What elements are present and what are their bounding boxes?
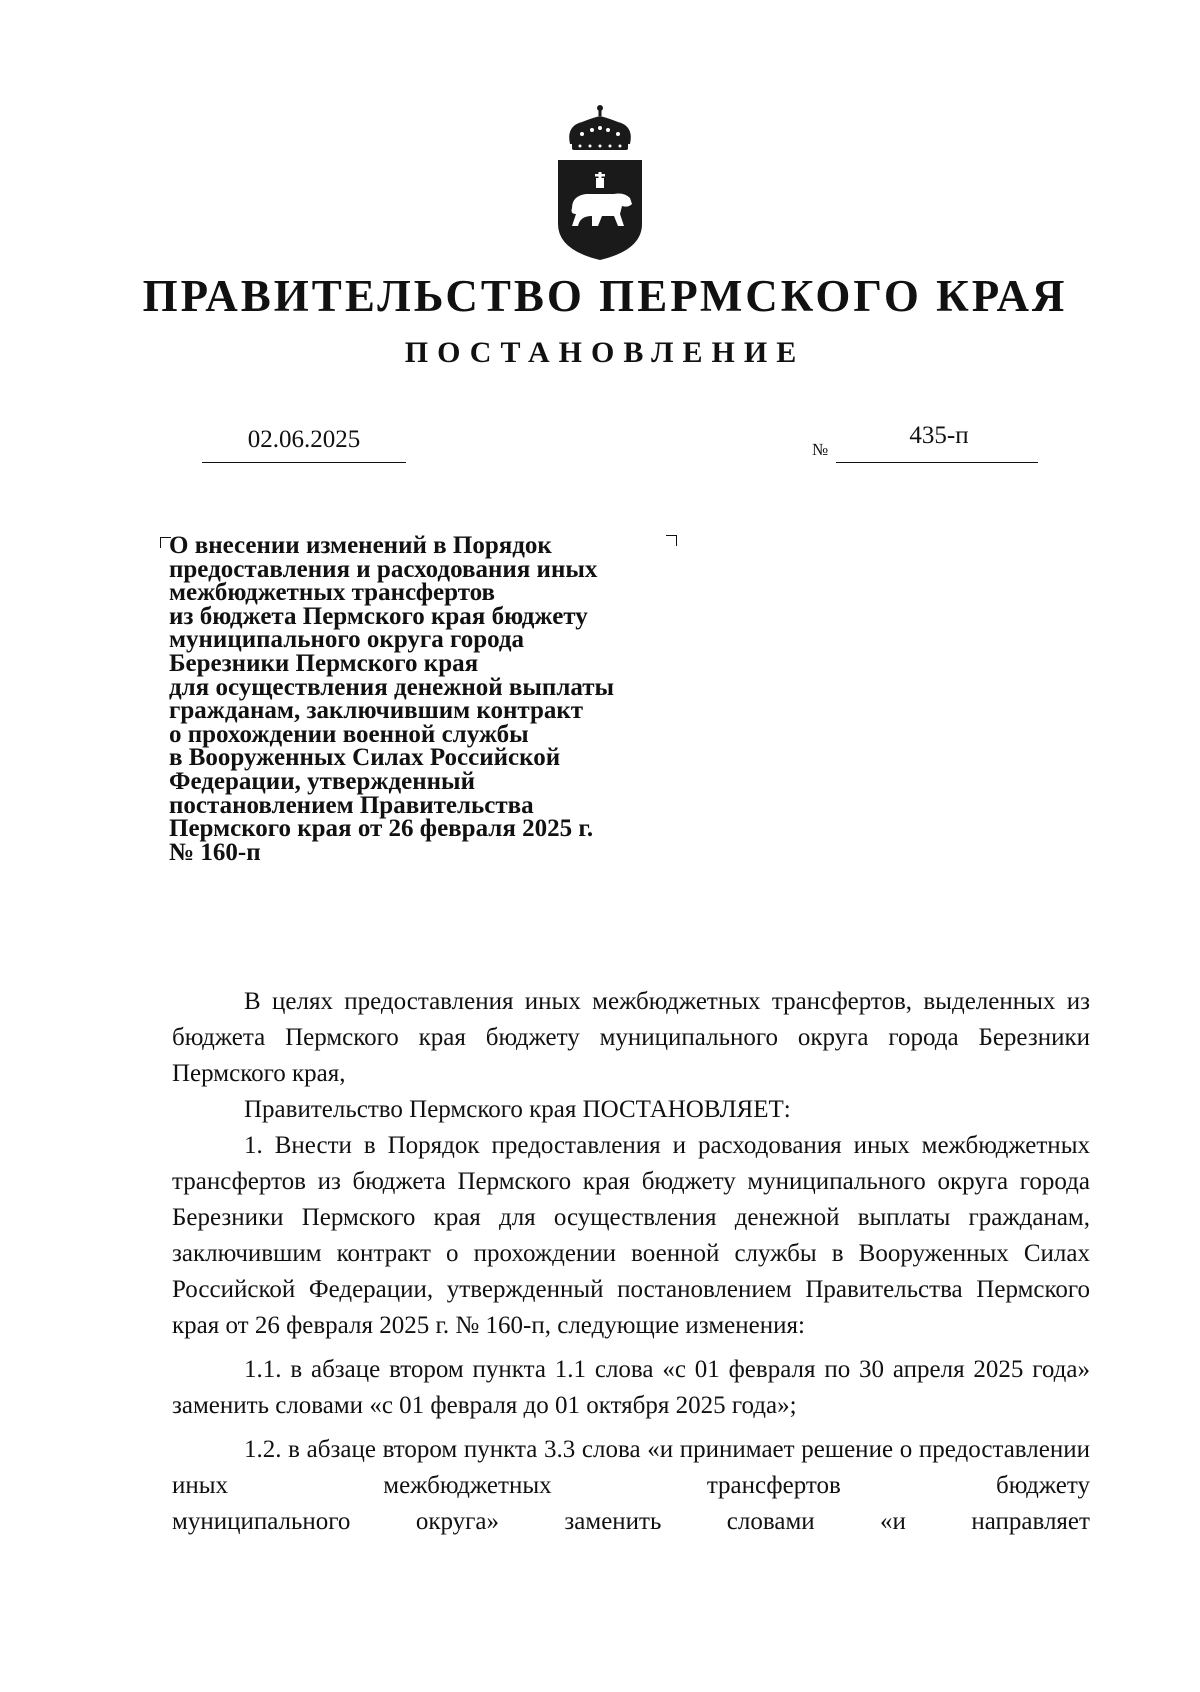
- subject-line: из бюджета Пермского края бюджету: [169, 602, 588, 630]
- subject-line: Пермского края от 26 февраля 2025 г.: [169, 815, 594, 843]
- subject-line: муниципального округа города: [169, 626, 525, 654]
- continuation-word: направляет: [971, 1508, 1090, 1535]
- subject-line: постановлением Правительства: [169, 791, 534, 819]
- subject-line: о прохождении военной службы: [169, 720, 529, 748]
- document-type: ПОСТАНОВЛЕНИЕ: [404, 336, 806, 369]
- continuation-word: «и: [880, 1508, 906, 1535]
- subject-line: О внесении изменений в Порядок: [169, 532, 552, 559]
- item-1-2-continuation: [172, 1504, 1090, 1540]
- subject-line: Федерации, утвержденный: [169, 767, 475, 795]
- document-date: 02.06.2025: [247, 426, 361, 453]
- subject-line: для осуществления денежной выплаты: [169, 673, 615, 701]
- subject-line: межбюджетных трансфертов: [169, 579, 496, 607]
- subject-line: № 160-п: [169, 838, 261, 866]
- continuation-word: заменить: [564, 1508, 662, 1535]
- preamble-paragraph: В целях предоставления иных межбюджетных трансфертов, выделенных из бюджета Пермского края бюджету муниципального округа города Березники Пермского края,: [172, 988, 1090, 1087]
- item-1-2-paragraph: [172, 1432, 1090, 1504]
- document-body: [172, 984, 1090, 1540]
- continuation-word: округа»: [415, 1508, 499, 1535]
- subject-line: в Вооруженных Силах Российской: [169, 744, 561, 772]
- document-number: 435-п: [909, 422, 969, 449]
- continuation-word: муниципального: [172, 1508, 351, 1535]
- government-title: ПРАВИТЕЛЬСТВО ПЕРМСКОГО КРАЯ: [142, 271, 1068, 321]
- continuation-word: словами: [726, 1508, 815, 1535]
- document-subject: [169, 534, 709, 864]
- resolves-paragraph: Правительство Пермского края ПОСТАНОВЛЯЕТ:: [244, 1096, 791, 1123]
- item-1-1-paragraph: 1.1. в абзаце втором пункта 1.1 слова «с 01 февраля по 30 апреля 2025 года» заменить словами «с 01 февраля до 01 октября 2025 года»;: [172, 1356, 1090, 1419]
- subject-line: предоставления и расходования иных: [169, 555, 598, 583]
- number-sign: №: [812, 440, 829, 459]
- subject-line: гражданам, заключившим контракт: [169, 697, 584, 725]
- coat-of-arms-icon: [552, 104, 648, 260]
- subject-line: Березники Пермского края: [169, 649, 479, 677]
- date-field: [202, 422, 406, 463]
- item-1-2-text: 1.2. в абзаце втором пункта 3.3 слова «и принимает решение о предоставлении иных межбюджетных трансфертов бюджету: [172, 1436, 1090, 1499]
- number-field: [836, 420, 1038, 463]
- item-1-paragraph: 1. Внести в Порядок предоставления и расходования иных межбюджетных трансфертов из бюджета Пермского края бюджету муниципального округа города Березники Пермского края для осуществления денежной выплаты гражданам, заключившим контракт о прохождении военной службы в Вооруженных Силах Российской Федерации, утвержденный постановлением Правительства Пермского края от 26 февраля 2025 г. № 160-п, следующие изменения:: [172, 1132, 1090, 1339]
